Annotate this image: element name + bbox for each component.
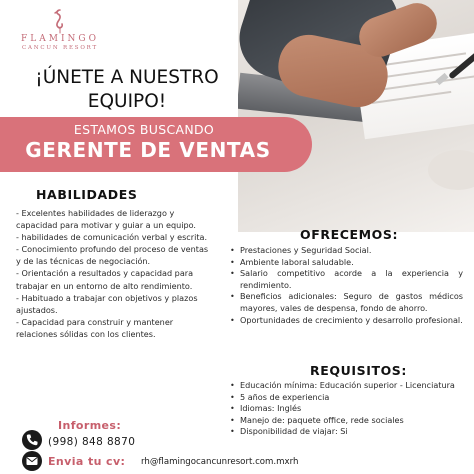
page-headline: ¡ÚNETE A NUESTRO EQUIPO!: [35, 67, 219, 112]
list-item: [230, 291, 463, 314]
bullet-icon: •: [230, 426, 235, 437]
bullet-icon: •: [230, 256, 235, 267]
envia-label: Envia tu cv:: [48, 455, 126, 468]
ofrecemos-heading: OFRECEMOS:: [300, 227, 399, 242]
informes-label: Informes:: [58, 419, 122, 432]
list-item: - Capacidad para construir y mantener relaciones sólidas con los clientes.: [16, 316, 174, 339]
list-item: - Excelentes habilidades de liderazgo y capacidad para motivar y guiar a un equipo.: [16, 208, 196, 231]
list-item: - habilidades de comunicación verbal y escrita.: [16, 232, 208, 243]
job-title: GERENTE DE VENTAS: [25, 138, 271, 162]
habilidades-list: [16, 207, 209, 340]
banner-subtitle: ESTAMOS BUSCANDO: [73, 122, 215, 137]
list-item: [230, 245, 463, 257]
bullet-icon: •: [230, 291, 235, 302]
list-item-text: Ambiente laboral saludable.: [240, 256, 354, 267]
list-item-text: Beneficios adicionales: Seguro de gastos médicos mayores, vales de despensa, fondo de ahorro.: [240, 291, 463, 313]
bullet-icon: •: [230, 403, 235, 414]
list-item: [230, 403, 463, 415]
brand-name: FLAMINGO: [21, 34, 99, 44]
list-item: [230, 426, 463, 438]
hero-photo: [238, 0, 474, 232]
flamingo-icon: [47, 8, 73, 34]
requisitos-list: [230, 380, 463, 438]
list-item-text: Disponibilidad de viajar: Si: [240, 426, 348, 437]
list-item: - Conocimiento profundo del proceso de ventas y de las técnicas de negociación.: [16, 244, 209, 267]
phone-icon: [22, 430, 42, 450]
brand-subtitle: CANCUN RESORT: [22, 45, 98, 51]
list-item: [230, 415, 463, 427]
ofrecemos-list: [230, 245, 463, 326]
list-item: [230, 315, 463, 327]
bullet-icon: •: [230, 314, 235, 325]
list-item-text: 5 años de experiencia: [240, 391, 330, 402]
requisitos-heading: REQUISITOS:: [310, 363, 407, 378]
list-item: [230, 257, 463, 269]
list-item-text: Prestaciones y Seguridad Social.: [240, 245, 372, 255]
list-item: - Habituado a trabajar con objetivos y plazos ajustados.: [16, 292, 198, 315]
email-link[interactable]: rh@flamingocancunresort.com.mxrh: [141, 457, 299, 467]
list-item: [230, 392, 463, 404]
brand-logo: [0, 6, 120, 56]
list-item: - Orientación a resultados y capacidad para trabajar en un entorno de alto rendimiento.: [16, 268, 194, 291]
phone-number[interactable]: (998) 848 8870: [48, 436, 136, 448]
list-item-text: Idiomas: Inglés: [240, 403, 302, 414]
habilidades-heading: HABILIDADES: [36, 187, 138, 202]
list-item-text: Manejo de: paquete office, rede sociales: [240, 414, 404, 425]
bullet-icon: •: [230, 268, 235, 279]
bullet-icon: •: [230, 391, 235, 402]
bullet-icon: •: [230, 414, 235, 425]
mail-icon: [22, 451, 42, 471]
list-item-text: Salario competitivo acorde a la experiencia y rendimiento.: [240, 268, 463, 290]
list-item: [230, 380, 463, 392]
list-item: [230, 268, 463, 291]
list-item-text: Educación mínima: Educación superior - Licenciatura: [240, 380, 455, 390]
cup-shape: [428, 150, 474, 190]
list-item-text: Oportunidades de crecimiento y desarrollo profesional.: [240, 314, 463, 325]
bullet-icon: •: [230, 245, 235, 255]
bullet-icon: •: [230, 380, 235, 390]
